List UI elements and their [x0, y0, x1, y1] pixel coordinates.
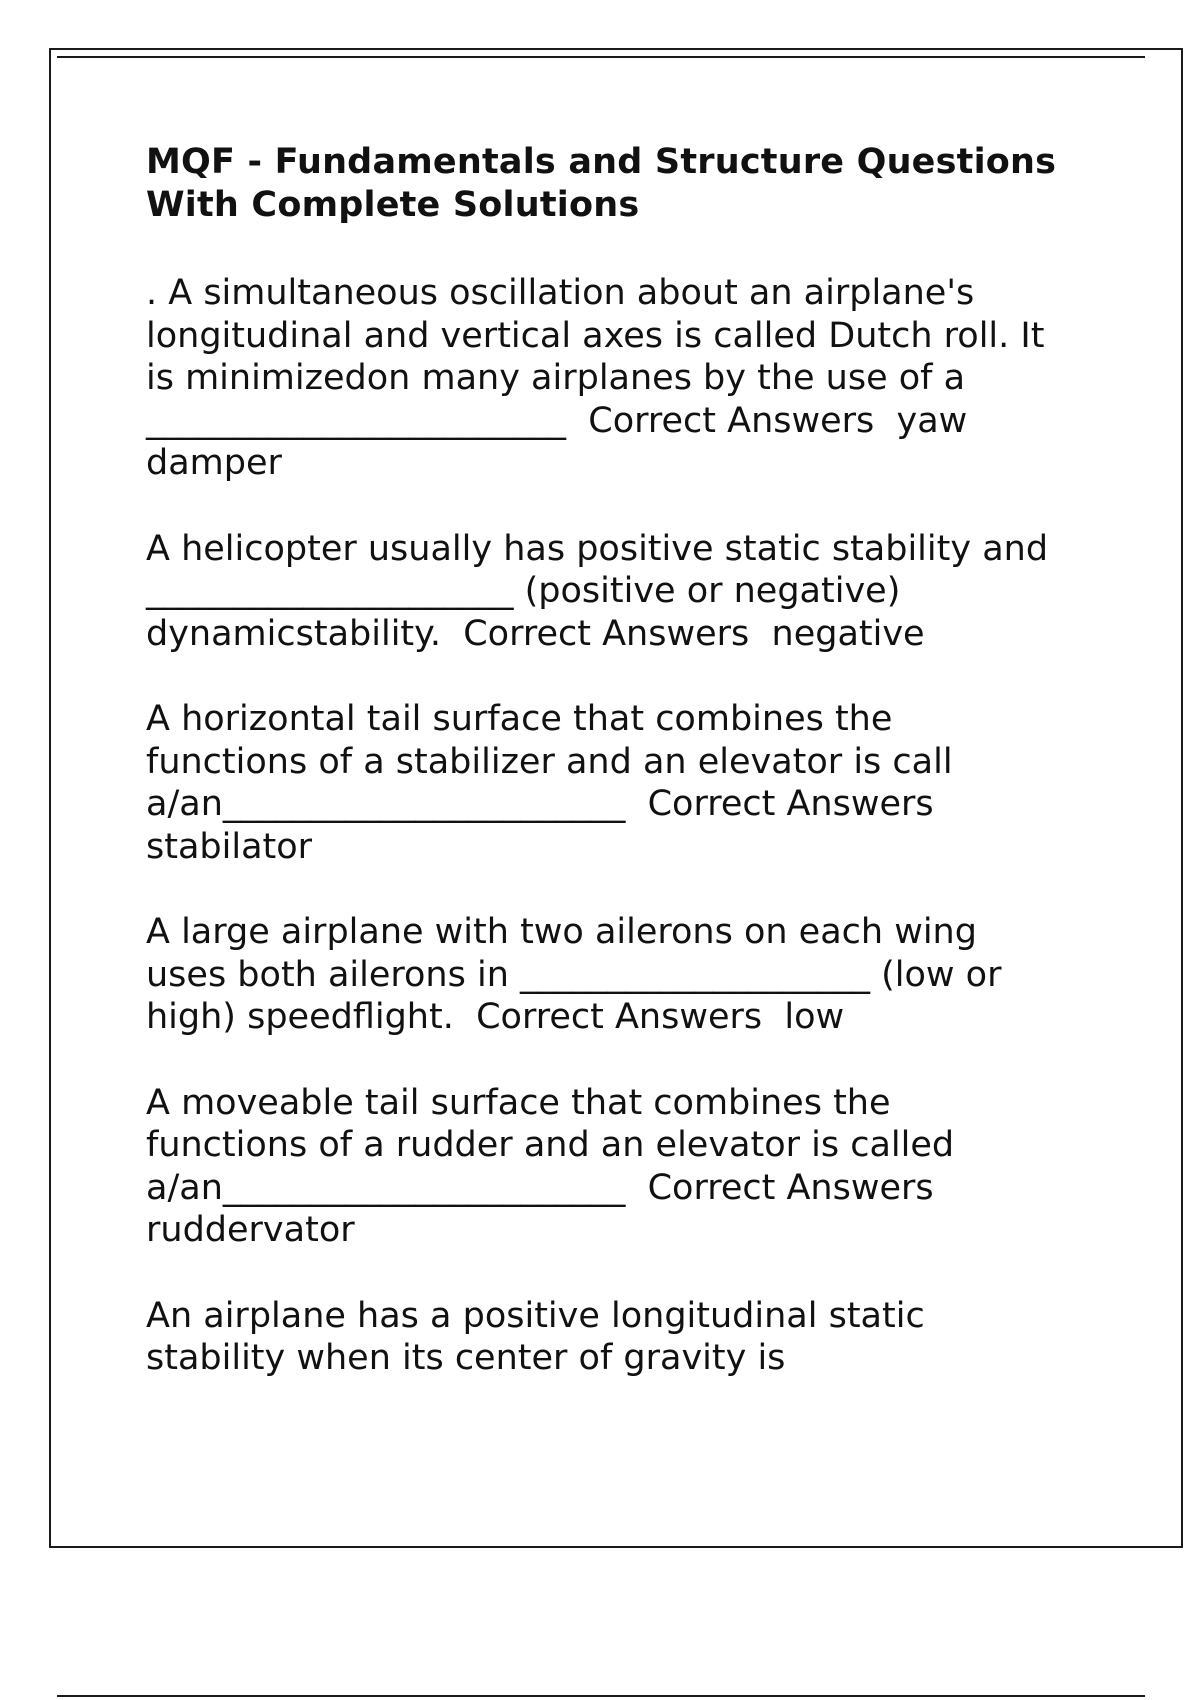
title-line-2: With Complete Solutions	[146, 185, 640, 225]
question-item-5	[146, 1082, 1106, 1252]
question-line: stability when its center of gravity is	[146, 1338, 786, 1378]
question-line: A horizontal tail surface that combines the	[146, 699, 893, 739]
answer-line: stabilator	[146, 826, 313, 867]
answer-line: damper	[146, 443, 282, 483]
title-line-1: MQF - Fundamentals and Structure Questions	[146, 142, 1057, 182]
answer-line: dynamicstability. Correct Answers negative	[146, 613, 925, 654]
question-line: is minimizedon many airplanes by the use of a	[146, 358, 966, 398]
question-line: functions of a rudder and an elevator is called	[146, 1125, 955, 1165]
question-line: A large airplane with two ailerons on each wing	[146, 912, 977, 952]
document-body	[146, 141, 1106, 1423]
question-line: An airplane has a positive longitudinal static	[146, 1295, 925, 1336]
question-line: a/an_______________________ Correct Answers	[146, 1167, 934, 1208]
question-line: . A simultaneous oscillation about an airplane's	[146, 273, 975, 313]
question-line: uses both ailerons in ____________________ (low or	[146, 954, 1002, 995]
question-item-6	[146, 1295, 1106, 1380]
question-line: longitudinal and vertical axes is called Dutch roll. It	[146, 315, 1045, 356]
question-item-2	[146, 528, 1106, 656]
answer-line: ruddervator	[146, 1210, 355, 1250]
question-item-1	[146, 272, 1106, 485]
question-line: a/an_______________________ Correct Answers	[146, 784, 934, 824]
question-item-4	[146, 911, 1106, 1039]
document-title	[146, 141, 1106, 227]
bottom-rule	[57, 1695, 1145, 1697]
question-line: _____________________ (positive or negative)	[146, 571, 901, 611]
question-line: ________________________ Correct Answers yaw	[146, 400, 968, 441]
answer-line: high) speedflight. Correct Answers low	[146, 997, 845, 1037]
question-line: A moveable tail surface that combines the	[146, 1082, 891, 1123]
question-line: functions of a stabilizer and an elevator is call	[146, 741, 953, 782]
question-item-3	[146, 698, 1106, 868]
question-line: A helicopter usually has positive static stability and	[146, 528, 1049, 569]
